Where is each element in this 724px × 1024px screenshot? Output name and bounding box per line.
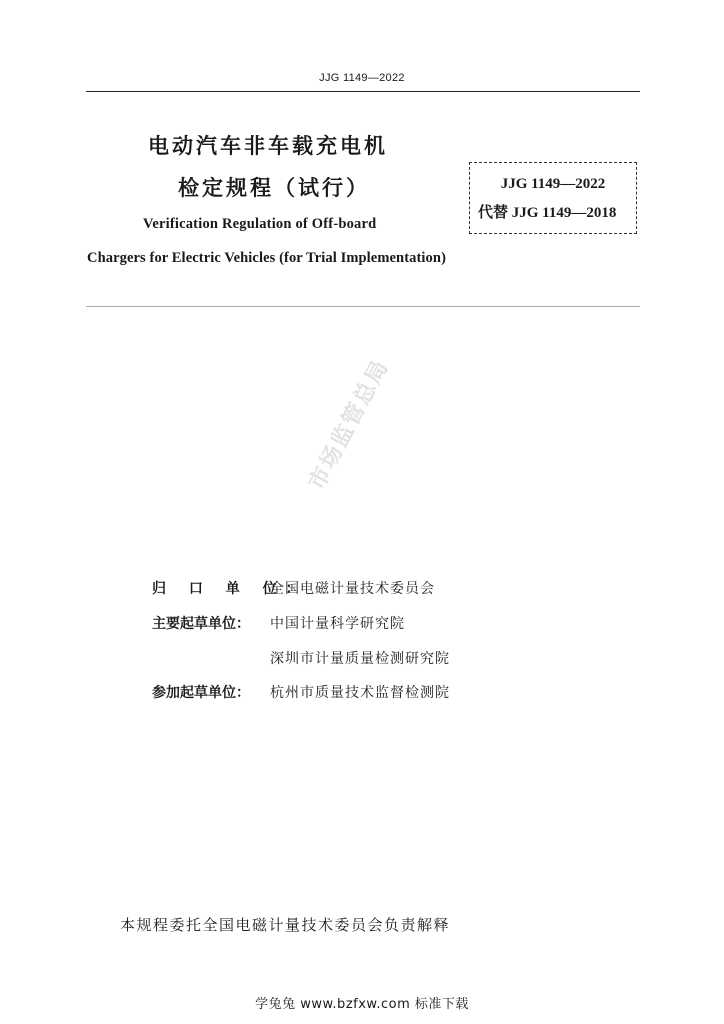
standard-code-box xyxy=(469,162,637,234)
title-chinese-line1: 电动汽车非车载充电机 xyxy=(148,134,388,158)
dept-value: 杭州市质量技术监督检测院 xyxy=(270,685,450,701)
dept-value: 深圳市计量质量检测研究院 xyxy=(270,651,450,667)
dept-value: 中国计量科学研究院 xyxy=(270,616,405,632)
dept-value: 全国电磁计量技术委员会 xyxy=(270,581,435,597)
dept-row-responsible xyxy=(152,578,435,598)
dept-label: 主要起草单位： xyxy=(152,616,250,632)
replaces-code: 代替 JJG 1149—2018 xyxy=(478,205,617,221)
standard-code: JJG 1149—2022 xyxy=(500,176,606,192)
dept-label: 参加起草单位： xyxy=(152,685,250,701)
dept-row-participating xyxy=(152,682,450,702)
site-watermark: 学兔兔 www.bzfxw.com 标准下载 xyxy=(255,997,469,1012)
interpretation-note: 本规程委托全国电磁计量技术委员会负责解释 xyxy=(120,916,451,934)
title-english-line2: Chargers for Electric Vehicles (for Trial Implementation) xyxy=(87,250,447,266)
dept-label: 归 口 单 位： xyxy=(152,581,309,597)
watermark-text: 市场监管总局 xyxy=(304,355,395,495)
section-divider xyxy=(86,306,640,307)
title-chinese-line2: 检定规程（试行） xyxy=(178,176,370,200)
dept-row-main-drafting xyxy=(152,613,405,633)
header-code: JJG 1149—2022 xyxy=(319,72,405,84)
header-rule xyxy=(86,91,640,92)
title-english-line1: Verification Regulation of Off-board xyxy=(143,216,377,232)
dept-row-main-drafting-2 xyxy=(152,648,450,668)
